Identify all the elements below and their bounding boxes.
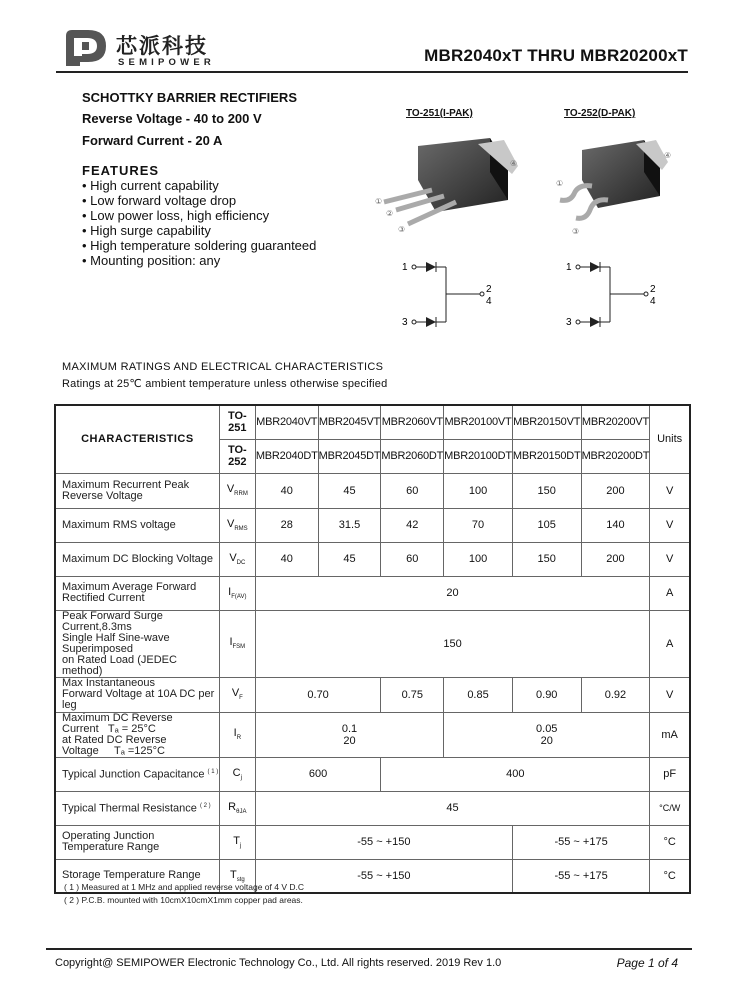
ratings-section-subtitle: Ratings at 25℃ ambient temperature unless otherwise specified: [62, 378, 388, 390]
to252-package-image: [548, 128, 688, 238]
unit-cell: °C: [650, 825, 690, 859]
pin-label-3: 3: [566, 317, 572, 328]
unit-cell: V: [650, 508, 690, 542]
pin-label-3: 3: [402, 317, 408, 328]
symbol: $V_F$: [219, 677, 255, 712]
header-divider: [56, 71, 688, 73]
symbol: $T_j$: [219, 825, 255, 859]
value-cell: 200: [581, 473, 650, 508]
features-list: [82, 178, 316, 268]
unit-cell: pF: [650, 757, 690, 791]
value-cell: 0.75: [381, 677, 444, 712]
pin-label-2: 2: [650, 284, 656, 295]
unit-cell: °C: [650, 859, 690, 893]
table-row: [55, 508, 690, 542]
symbol: $C_j$: [219, 757, 255, 791]
symbol: $V_{RRM}$: [219, 473, 255, 508]
part-number: MBR2045DT: [318, 439, 381, 473]
semipower-logo-icon: [62, 26, 110, 70]
value-cell: 150: [512, 473, 581, 508]
value-cell: 400: [381, 757, 650, 791]
value-cell: 0.70: [255, 677, 381, 712]
part-number: MBR20200DT: [581, 439, 650, 473]
pin-marker-4: ④: [664, 151, 672, 160]
pin-marker-2: ②: [386, 209, 394, 218]
characteristic-name: Peak Forward Surge Current,8.3ms Single Half Sine-wave Superimposed on Rated Load (JEDEC method): [55, 610, 219, 677]
characteristic-name: Typical Thermal Resistance $^{( 2 )}$: [55, 791, 219, 825]
to252-schematic-diagram: [564, 258, 664, 334]
value-cell: 150: [512, 542, 581, 576]
symbol: $T_{stg}$: [219, 859, 255, 893]
table-row: [55, 791, 690, 825]
pin-label-2: 2: [486, 284, 492, 295]
table-row: [55, 473, 690, 508]
pin-marker-4: ④: [510, 159, 518, 168]
value-cell: 0.85: [444, 677, 513, 712]
product-type: SCHOTTKY BARRIER RECTIFIERS: [82, 90, 297, 105]
pin-marker-1: ①: [556, 179, 564, 188]
symbol: $I_{F(AV)}$: [219, 576, 255, 610]
part-number: MBR2060DT: [381, 439, 444, 473]
part-number: MBR2060VT: [381, 405, 444, 439]
symbol: $I_R$: [219, 712, 255, 757]
unit-cell: V: [650, 473, 690, 508]
unit-cell: mA: [650, 712, 690, 757]
pin-marker-1: ①: [375, 197, 383, 206]
value-cell: 140: [581, 508, 650, 542]
value-cell: 28: [255, 508, 318, 542]
unit-cell: °C/W: [650, 791, 690, 825]
characteristic-name: Maximum RMS voltage: [55, 508, 219, 542]
value-cell: -55 ~ +175: [512, 825, 649, 859]
value-cell: 0.05 20: [444, 712, 650, 757]
unit-cell: A: [650, 576, 690, 610]
table-notes: [64, 881, 304, 907]
part-number: MBR2040DT: [255, 439, 318, 473]
package-label-to251: TO-251(I-PAK): [406, 108, 473, 119]
unit-cell: V: [650, 542, 690, 576]
characteristic-name: Storage Temperature Range: [55, 859, 219, 893]
symbol: $V_{RMS}$: [219, 508, 255, 542]
value-cell: 31.5: [318, 508, 381, 542]
characteristic-name: Typical Junction Capacitance $^{( 1 )}$: [55, 757, 219, 791]
table-row: [55, 677, 690, 712]
page-number: Page 1 of 4: [616, 956, 678, 970]
pin-marker-3: ③: [572, 227, 580, 236]
pin-label-4: 4: [650, 296, 656, 307]
characteristic-name: Maximum Average Forward Rectified Current: [55, 576, 219, 610]
feature-item: • High temperature soldering guaranteed: [82, 238, 316, 253]
value-cell: 100: [444, 542, 513, 576]
forward-current-spec: Forward Current - 20 A: [82, 133, 223, 148]
value-cell: 200: [581, 542, 650, 576]
characteristic-name: Operating Junction Temperature Range: [55, 825, 219, 859]
value-cell: 45: [318, 473, 381, 508]
characteristics-header: CHARACTERISTICS: [55, 405, 219, 473]
value-cell: 105: [512, 508, 581, 542]
value-cell: 600: [255, 757, 381, 791]
unit-cell: V: [650, 677, 690, 712]
value-cell: 60: [381, 542, 444, 576]
part-number: MBR20100DT: [444, 439, 513, 473]
ratings-section-title: MAXIMUM RATINGS AND ELECTRICAL CHARACTERISTICS: [62, 361, 384, 373]
part-number: MBR20150DT: [512, 439, 581, 473]
pin-marker-3: ③: [398, 225, 406, 234]
unit-cell: A: [650, 610, 690, 677]
pin-label-1: 1: [566, 262, 572, 273]
value-cell: 150: [255, 610, 649, 677]
package-header-to251: TO-251: [219, 405, 255, 439]
value-cell: 40: [255, 473, 318, 508]
feature-item: • Mounting position: any: [82, 253, 316, 268]
part-number: MBR2045VT: [318, 405, 381, 439]
to251-schematic-diagram: [400, 258, 500, 334]
value-cell: 42: [381, 508, 444, 542]
symbol: $R_{\theta JA}$: [219, 791, 255, 825]
value-cell: 45: [255, 791, 649, 825]
pin-label-1: 1: [402, 262, 408, 273]
value-cell: -55 ~ +175: [512, 859, 649, 893]
logo-chinese-text: 芯派科技: [116, 34, 208, 58]
characteristic-name: Maximum Recurrent Peak Reverse Voltage: [55, 473, 219, 508]
value-cell: 0.1 20: [255, 712, 443, 757]
units-header: Units: [650, 405, 690, 473]
part-number: MBR20200VT: [581, 405, 650, 439]
part-number: MBR20150VT: [512, 405, 581, 439]
feature-item: • High surge capability: [82, 223, 316, 238]
value-cell: -55 ~ +150: [255, 859, 512, 893]
characteristic-name: Maximum DC Reverse Current Tₐ = 25°C at Rated DC Reverse Voltage Tₐ =125°C: [55, 712, 219, 757]
package-label-to252: TO-252(D-PAK): [564, 108, 636, 119]
value-cell: 70: [444, 508, 513, 542]
symbol: $V_{DC}$: [219, 542, 255, 576]
feature-item: • Low forward voltage drop: [82, 193, 316, 208]
symbol: $I_{FSM}$: [219, 610, 255, 677]
to251-package-image: [372, 128, 532, 238]
value-cell: 0.90: [512, 677, 581, 712]
pin-label-4: 4: [486, 296, 492, 307]
table-row: [55, 542, 690, 576]
part-number: MBR20100VT: [444, 405, 513, 439]
table-row: [55, 712, 690, 757]
company-logo: [62, 26, 222, 72]
value-cell: 0.92: [581, 677, 650, 712]
reverse-voltage-spec: Reverse Voltage - 40 to 200 V: [82, 111, 262, 126]
table-row: [55, 825, 690, 859]
value-cell: 20: [255, 576, 649, 610]
footer-divider: [46, 948, 692, 950]
characteristic-name: Maximum DC Blocking Voltage: [55, 542, 219, 576]
feature-item: • Low power loss, high efficiency: [82, 208, 316, 223]
package-header-to252: TO-252: [219, 439, 255, 473]
value-cell: 40: [255, 542, 318, 576]
characteristic-name: Max Instantaneous Forward Voltage at 10A DC per leg: [55, 677, 219, 712]
value-cell: 45: [318, 542, 381, 576]
copyright-text: Copyright@ SEMIPOWER Electronic Technology Co., Ltd. All rights reserved. 2019 Rev 1.0: [55, 957, 502, 969]
note-item: ( 2 ) P.C.B. mounted with 10cmX10cmX1mm copper pad areas.: [64, 895, 303, 905]
part-number: MBR2040VT: [255, 405, 318, 439]
characteristics-table: [54, 404, 691, 894]
document-title: MBR2040xT THRU MBR20200xT: [424, 46, 688, 65]
value-cell: 60: [381, 473, 444, 508]
table-row: [55, 610, 690, 677]
feature-item: • High current capability: [82, 178, 316, 193]
note-item: ( 1 ) Measured at 1 MHz and applied reverse voltage of 4 V D.C: [64, 882, 305, 892]
table-row: [55, 757, 690, 791]
table-row: [55, 576, 690, 610]
value-cell: 100: [444, 473, 513, 508]
value-cell: -55 ~ +150: [255, 825, 512, 859]
features-title: FEATURES: [82, 163, 160, 178]
logo-english-text: SEMIPOWER: [118, 57, 215, 68]
